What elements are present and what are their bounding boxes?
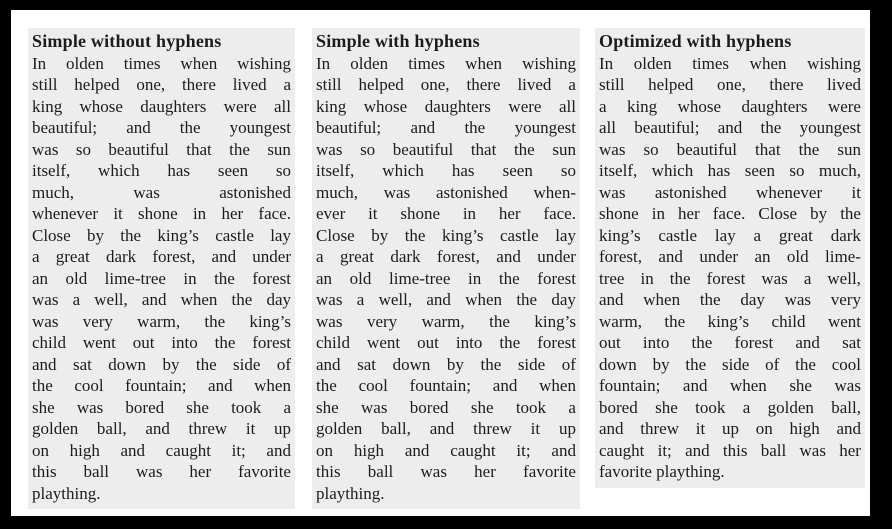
text-line: itself, which has seen so <box>32 161 291 180</box>
text-line: In olden times when wishing <box>32 53 291 73</box>
text-line: shone in her face. Close by the <box>599 204 861 223</box>
text-line: still helped one, there lived a <box>32 75 291 94</box>
text-line: was a well, and when the day <box>32 290 291 309</box>
text-line: was very warm, the king’s <box>316 311 576 331</box>
text-line: much, was astonished <box>32 182 291 202</box>
text-line: ever it shone in her face. <box>316 204 576 223</box>
text-line: much, was astonished when- <box>316 182 576 202</box>
text-line: still helped one, there lived a <box>316 75 576 94</box>
text-line: the cool fountain; and when <box>32 376 291 395</box>
text-line: was so beautiful that the sun <box>316 139 576 159</box>
text-line: king whose daughters were all <box>32 96 291 116</box>
text-line: down by the side of the cool <box>599 354 861 374</box>
text-line: favorite plaything. <box>599 462 725 481</box>
text-line: and sat down by the side of <box>316 354 576 374</box>
text-line: plaything. <box>32 483 101 503</box>
column-simple-without-hyphens <box>28 28 295 509</box>
page-panel <box>11 10 870 516</box>
text-line: itself, which has seen so <box>316 161 576 180</box>
text-line: bored she took a golden ball, <box>599 397 861 417</box>
column-text <box>316 53 576 505</box>
text-line: was so beautiful that the sun <box>32 139 291 159</box>
text-line: was so beautiful that the sun <box>599 139 861 159</box>
text-line: she was bored she took a <box>32 397 291 417</box>
text-line: on high and caught it; and <box>32 440 291 460</box>
text-line: out into the forest and sat <box>599 333 861 352</box>
text-line: Close by the king’s castle lay <box>316 225 576 245</box>
text-line: and threw it up on high and <box>599 419 861 438</box>
text-line: child went out into the forest <box>32 333 291 352</box>
text-line: all beautiful; and the youngest <box>599 118 861 137</box>
text-line: and sat down by the side of <box>32 354 291 374</box>
text-line: tree in the forest was a well, <box>599 268 861 288</box>
text-line: golden ball, and threw it up <box>316 419 576 438</box>
text-line: a great dark forest, and under <box>316 247 576 266</box>
column-simple-with-hyphens <box>312 28 580 509</box>
text-line: a great dark forest, and under <box>32 247 291 266</box>
text-line: still helped one, there lived <box>599 75 861 94</box>
text-line: warm, the king’s child went <box>599 311 861 331</box>
column-optimized-with-hyphens <box>595 28 865 488</box>
text-line: Close by the king’s castle lay <box>32 225 291 245</box>
text-line: on high and caught it; and <box>316 440 576 460</box>
text-line: king’s castle lay a great dark <box>599 225 861 245</box>
text-line: beautiful; and the youngest <box>32 118 291 137</box>
column-title: Simple with hyphens <box>316 31 480 51</box>
text-line: fountain; and when she was <box>599 376 861 395</box>
text-line: child went out into the forest <box>316 333 576 352</box>
text-line: king whose daughters were all <box>316 96 576 116</box>
text-line: plaything. <box>316 483 385 503</box>
text-line: In olden times when wishing <box>599 53 861 73</box>
text-line: she was bored she took a <box>316 397 576 417</box>
text-line: was very warm, the king’s <box>32 311 291 331</box>
text-line: In olden times when wishing <box>316 53 576 73</box>
text-line: was a well, and when the day <box>316 290 576 309</box>
text-line: was astonished whenever it <box>599 182 861 202</box>
text-line: caught it; and this ball was her <box>599 440 861 460</box>
text-line: forest, and under an old lime- <box>599 247 861 266</box>
text-line: this ball was her favorite <box>316 462 576 481</box>
column-title: Simple without hyphens <box>32 31 222 51</box>
text-line: the cool fountain; and when <box>316 376 576 395</box>
text-line: this ball was her favorite <box>32 462 291 481</box>
text-line: beautiful; and the youngest <box>316 118 576 137</box>
text-line: and when the day was very <box>599 290 861 309</box>
text-line: an old lime-tree in the forest <box>32 268 291 288</box>
column-text <box>32 53 291 505</box>
text-line: a king whose daughters were <box>599 96 861 116</box>
text-line: golden ball, and threw it up <box>32 419 291 438</box>
text-line: whenever it shone in her face. <box>32 204 291 223</box>
text-line: an old lime-tree in the forest <box>316 268 576 288</box>
text-line: itself, which has seen so much, <box>599 161 861 180</box>
column-title: Optimized with hyphens <box>599 31 792 51</box>
column-text <box>599 53 861 483</box>
